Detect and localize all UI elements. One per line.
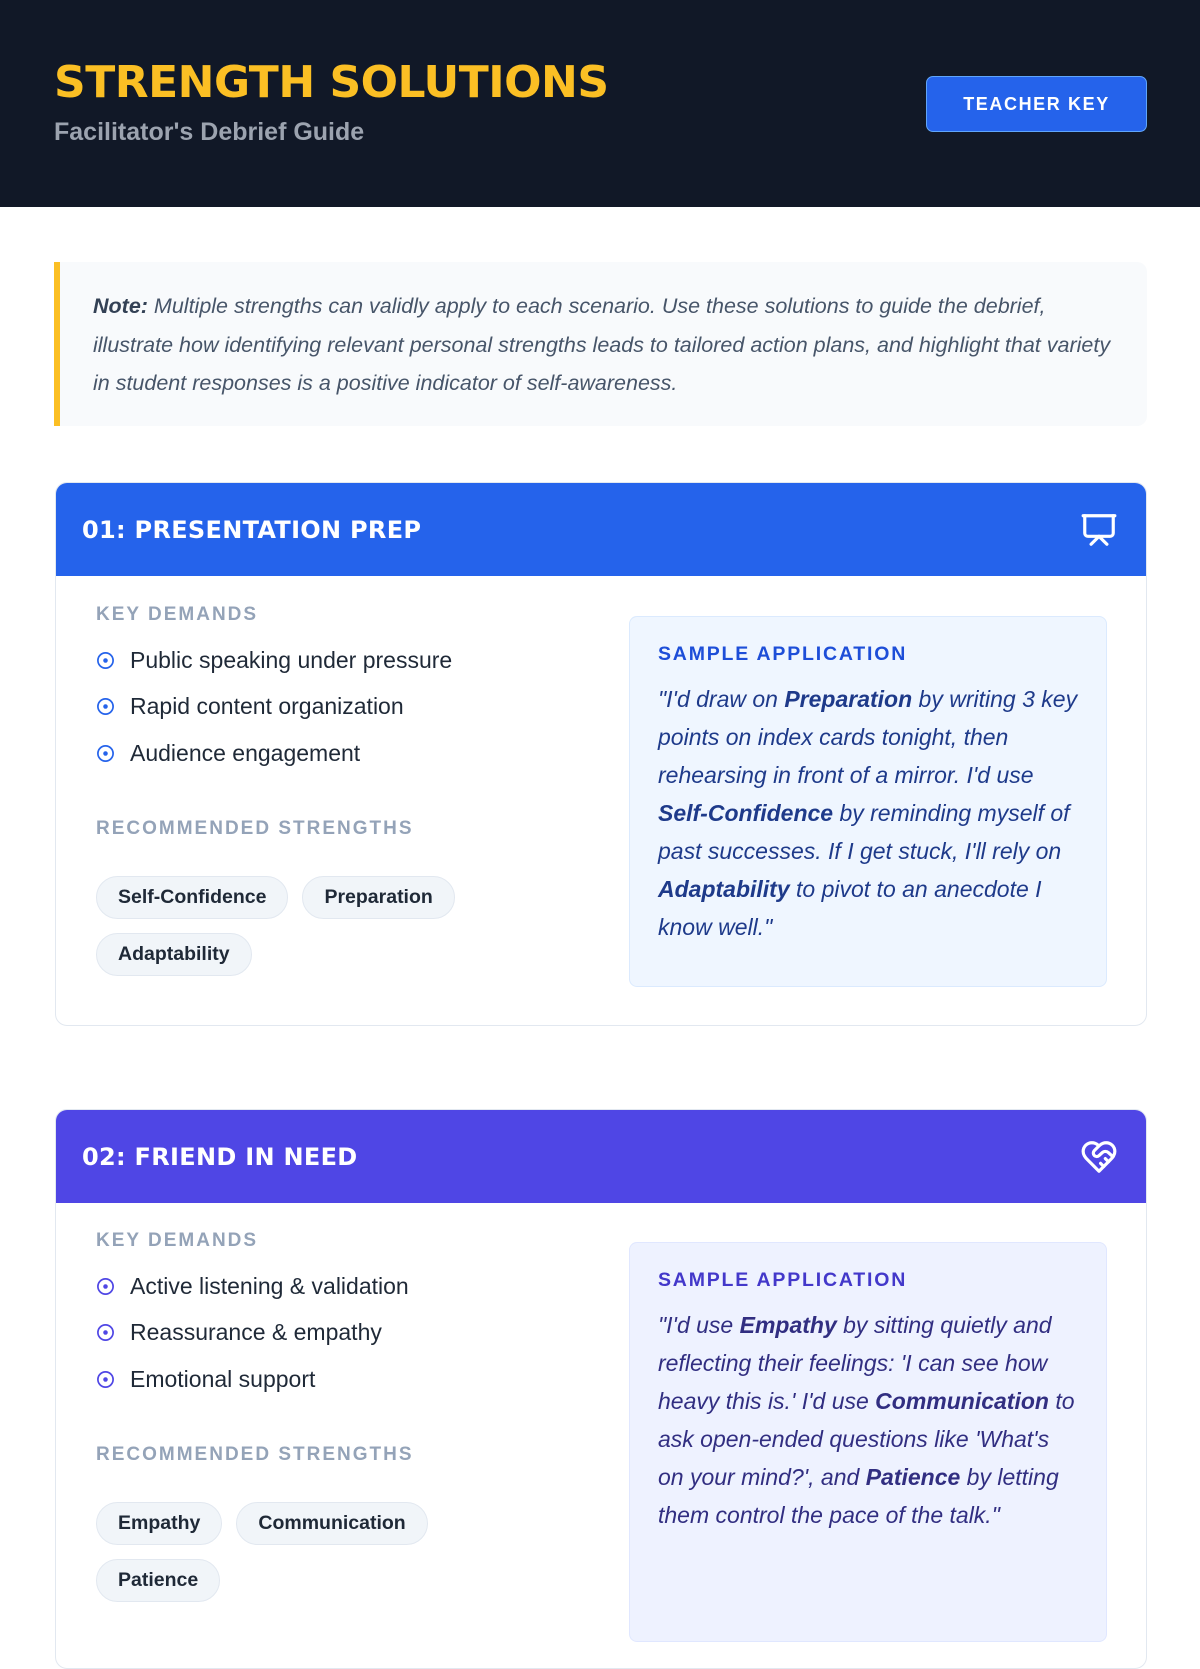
- key-demands-list: [96, 1263, 409, 1403]
- sample-strength-highlight: Communication: [875, 1388, 1049, 1414]
- strength-tag: Self-Confidence: [96, 876, 288, 919]
- note-text: Multiple strengths can validly apply to each scenario. Use these solutions to guide the debrief, illustrate how identifying relevant personal strengths leads to tailored action plans, and highlight that variety in student responses is a positive indicator of self-awareness.: [93, 294, 1111, 395]
- strength-tag: Preparation: [302, 876, 454, 919]
- demand-text: Audience engagement: [130, 739, 361, 766]
- strength-tag: Adaptability: [96, 933, 252, 976]
- scenario-card-friend-in-need: [55, 1109, 1147, 1669]
- scenario-title: 01: PRESENTATION PREP: [82, 515, 422, 544]
- sample-strength-highlight: Self-Confidence: [658, 800, 834, 826]
- demand-text: Emotional support: [130, 1365, 316, 1392]
- page-subtitle: Facilitator's Debrief Guide: [54, 118, 365, 146]
- strength-tag: Communication: [236, 1502, 427, 1545]
- scenario-header: [56, 1110, 1146, 1203]
- strengths-tags: [96, 876, 536, 976]
- list-item: [96, 684, 452, 731]
- key-demands-list: [96, 637, 452, 777]
- list-item: [96, 1263, 409, 1310]
- target-bullet-icon: [96, 1323, 115, 1342]
- sample-application-box: [629, 616, 1107, 987]
- scenario-title: 02: FRIEND IN NEED: [82, 1142, 358, 1171]
- recommended-strengths-label: RECOMMENDED STRENGTHS: [96, 818, 414, 839]
- scenario-header: [56, 483, 1146, 576]
- demand-text: Reassurance & empathy: [130, 1319, 382, 1346]
- teacher-key-badge: TEACHER KEY: [926, 76, 1147, 132]
- list-item: [96, 730, 452, 777]
- list-item: [96, 637, 452, 684]
- sample-strength-highlight: Empathy: [739, 1312, 837, 1338]
- demand-text: Rapid content organization: [130, 693, 404, 720]
- note-lead: Note:: [93, 294, 148, 318]
- strength-tag: Empathy: [96, 1502, 222, 1545]
- strengths-tags: [96, 1502, 536, 1602]
- strength-tag: Patience: [96, 1559, 220, 1602]
- page-header: [0, 0, 1200, 207]
- sample-application-label: SAMPLE APPLICATION: [658, 1269, 908, 1291]
- target-bullet-icon: [96, 744, 115, 763]
- presentation-board-icon: [1080, 511, 1118, 549]
- sample-application-text: "I'd use Empathy by sitting quietly and reflecting their feelings: 'I can see how heavy this is.' I'd use Communication to ask open-ended questions like 'What's on your mind?', and Patience by letting them control the pace of the talk.": [658, 1312, 1075, 1528]
- target-bullet-icon: [96, 1370, 115, 1389]
- scenario-card-presentation-prep: [55, 482, 1147, 1026]
- sample-application-box: [629, 1242, 1107, 1642]
- demand-text: Public speaking under pressure: [130, 646, 453, 673]
- target-bullet-icon: [96, 651, 115, 670]
- list-item: [96, 1310, 409, 1357]
- sample-strength-highlight: Adaptability: [658, 876, 790, 902]
- target-bullet-icon: [96, 1277, 115, 1296]
- sample-strength-highlight: Preparation: [784, 686, 913, 712]
- facilitator-note: [54, 262, 1147, 426]
- sample-strength-highlight: Patience: [865, 1464, 961, 1490]
- sample-application-label: SAMPLE APPLICATION: [658, 643, 908, 665]
- heart-handshake-icon: [1080, 1138, 1118, 1176]
- target-bullet-icon: [96, 697, 115, 716]
- demand-text: Active listening & validation: [130, 1272, 409, 1299]
- page-title: STRENGTH SOLUTIONS: [54, 57, 609, 108]
- sample-application-text: "I'd draw on Preparation by writing 3 key points on index cards tonight, then rehearsing in front of a mirror. I'd use Self-Confidence by reminding myself of past successes. If I get stuck, I'll rely on Adaptability to pivot to an anecdote I know well.": [658, 686, 1078, 940]
- key-demands-label: KEY DEMANDS: [96, 1230, 259, 1251]
- key-demands-label: KEY DEMANDS: [96, 604, 259, 625]
- list-item: [96, 1356, 409, 1403]
- recommended-strengths-label: RECOMMENDED STRENGTHS: [96, 1444, 414, 1465]
